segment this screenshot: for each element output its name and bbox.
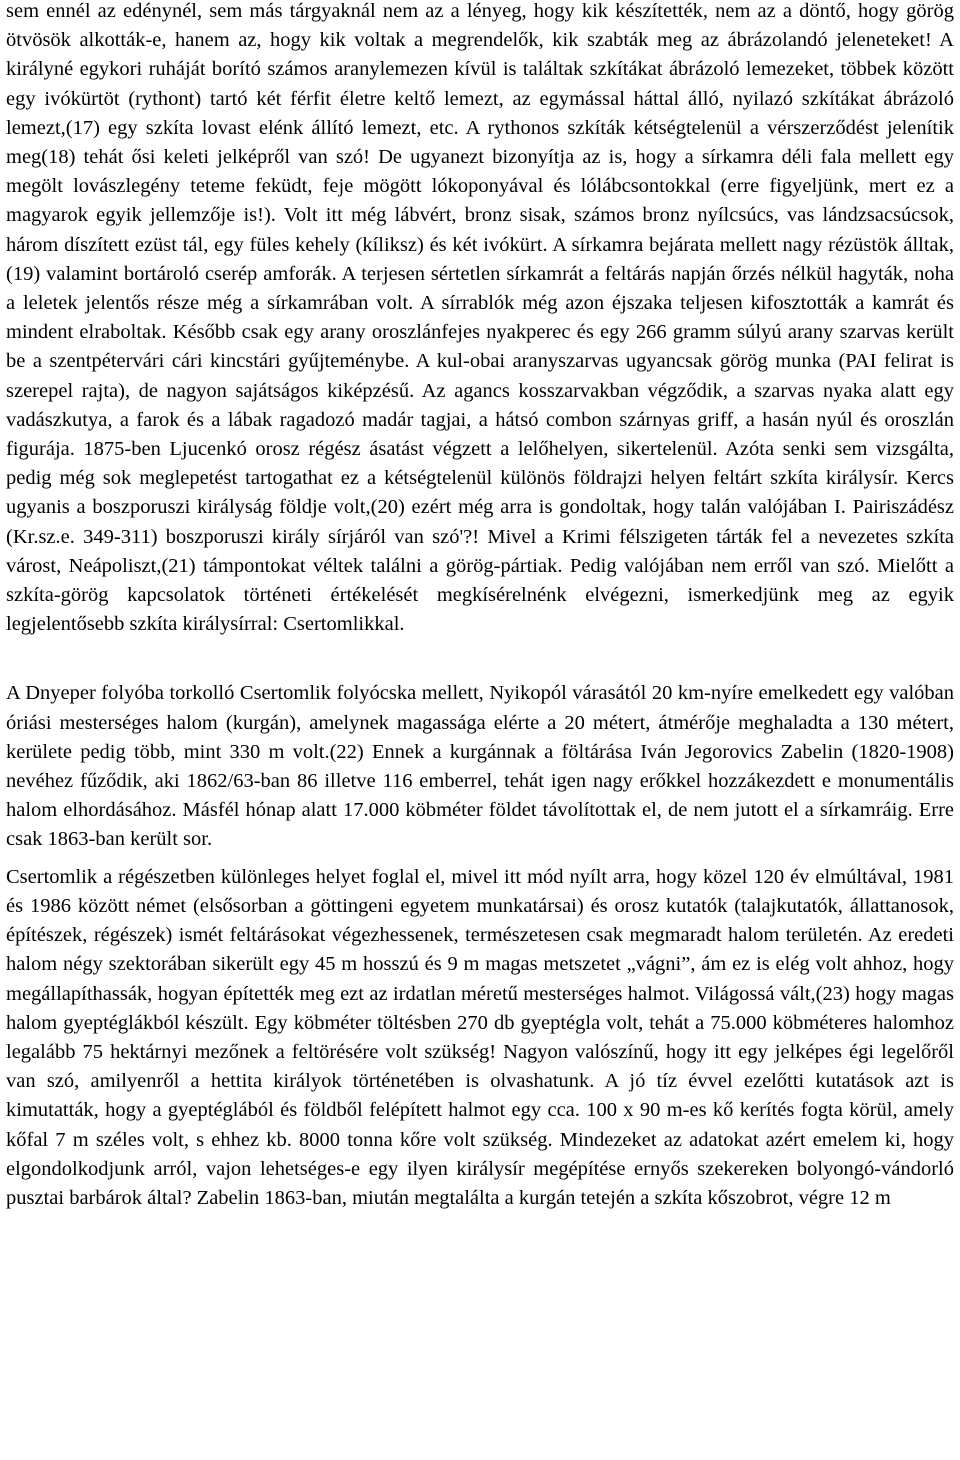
document-page	[6, 0, 954, 1213]
paragraph-2: A Dnyeper folyóba torkolló Csertomlik folyócska mellett, Nyikopól várasától 20 km-nyíre emelkedett egy valóban óriási mesterséges halom (kurgán), amelynek magassága elérte a 20 métert, átmérője meghaladta a 130 métert, kerülete pedig több, mint 330 m volt.(22) Ennek a kurgánnak a föltárása Iván Jegorovics Zabelin (1820-1908) nevéhez fűződik, aki 1862/63-ban 86 illetve 116 emberrel, tehát igen nagy erőkkel hozzákezdett e monumentális halom elhordásához. Másfél hónap alatt 17.000 köbméter földet távolítottak el, de nem jutott el a sírkamráig. Erre csak 1863-ban került sor.	[6, 682, 954, 851]
paragraph-1: sem ennél az edénynél, sem más tárgyaknál nem az a lényeg, hogy kik készítették, nem az a döntő, hogy görög ötvösök alkották-e, hanem az, hogy kik voltak a megrendelők, kik szabták meg az ábrázolandó jeleneteket! A királyné egykori ruháját borító számos aranylemezen kívül is találtak szkítákat ábrázoló lemezeket, többek között egy ivókürtöt (rythont) tartó két férfit életre keltő lemezt, az egymással háttal álló, nyilazó szkítákat ábrázoló lemezt,(17) egy szkíta lovast elénk állító lemezt, etc. A rythonos szkíták kétségtelenül a vérszerződést jelenítik meg(18) tehát ősi keleti jelképről van szó! De ugyanezt bizonyítja az is, hogy a sírkamra déli fala mellett egy megölt lovászlegény teteme feküdt, feje mögött lókoponyával és lólábcsontokkal (erre figyeljünk, mert ez a magyarok egyik jellemzője is!). Volt itt még lábvért, bronz sisak, számos bronz nyílcsúcs, vas lándzsacsúcsok, három díszített ezüst tál, egy füles kehely (kíliksz) és két ivókürt. A sírkamra bejárata mellett nagy rézüstök álltak,(19) valamint bortároló cserép amforák. A terjesen sértetlen sírkamrát a feltárás napján őrzés nélkül hagyták, noha a leletek jelentős része még a sírkamrában volt. A sírrablók még azon éjszaka teljesen kifosztották a kamrát és mindent elraboltak. Később csak egy arany oroszlánfejes nyakperec és egy 266 gramm súlyú arany szarvas került be a szentpétervári cári kincstári gyűjteménybe. A kul-obai aranyszarvas ugyancsak görög munka (PAI felirat is szerepel rajta), de nagyon sajátságos kiképzésű. Az agancs kosszarvakban végződik, a szarvas nyaka alatt egy vadászkutya, a farok és a lábak ragadozó madár tagjai, a hátsó combon szárnyas griff, a hasán nyúl és oroszlán figurája. 1875-ben Ljucenkó orosz régész ásatást végzett a lelőhelyen, sikertelenül. Azóta senki sem vizsgálta, pedig még sok meglepetést tartogathat ez a kétségtelenül különös földrajzi helyen feltárt szkíta királysír. Kercs ugyanis a boszporuszi királyság földje volt,(20) ezért még arra is gondoltak, hogy talán valójában I. Pairiszádész (Kr.sz.e. 349-311) boszporuszi király sírjáról van szó'?! Mivel a Krimi félszigeten tárták fel a nevezetes szkíta várost, Neápoliszt,(21) támpontokat véltek találni a görög-pártiak. Pedig valójában nem erről van szó. Mielőtt a szkíta-görög kapcsolatok történeti értékelését megkísérelnénk elvégezni, ismerkedjünk meg az egyik legjelentősebb szkíta királysírral: Csertomlikkal.	[6, 0, 954, 636]
paragraph-3: Csertomlik a régészetben különleges helyet foglal el, mivel itt mód nyílt arra, hogy közel 120 év elmúltával, 1981 és 1986 között német (elsősorban a göttingeni egyetem munkatársai) és orosz kutatók (talajkutatók, állattanosok, építészek, régészek) ismét feltárásokat végezhessenek, természetesen csak megmaradt halom területén. Az eredeti halom négy szektorában sikerült egy 45 m hosszú és 9 m magas metszetet „vágni”, ám ez is elég volt ahhoz, hogy megállapíthassák, hogyan építették meg ezt az irdatlan méretű mesterséges halmot. Világossá vált,(23) hogy magas halom gyeptéglákból készült. Egy köbméter töltésben 270 db gyeptégla volt, tehát a 75.000 köbméteres halomhoz legalább 75 hektárnyi mezőnek a feltörésére volt szükség! Nagyon valószínű, hogy itt egy jelképes égi legelőről van szó, amilyenről a hettita királyok történetében is olvashatunk. A jó tíz évvel ezelőtti kutatások azt is kimutatták, hogy a gyeptéglából és földből felépített halmot egy cca. 100 x 90 m-es kő kerítés fogta körül, amely kőfal 7 m széles volt, s ehhez kb. 8000 tonna kőre volt szükség. Mindezeket az adatokat azért emelem ki, hogy elgondolkodjunk arról, vajon lehetséges-e egy ilyen királysír megépítése ernyős szekereken bolyongó-vándorló pusztai barbárok által? Zabelin 1863-ban, miután megtalálta a kurgán tetején a szkíta kőszobrot, végre 12 m	[6, 865, 954, 1209]
